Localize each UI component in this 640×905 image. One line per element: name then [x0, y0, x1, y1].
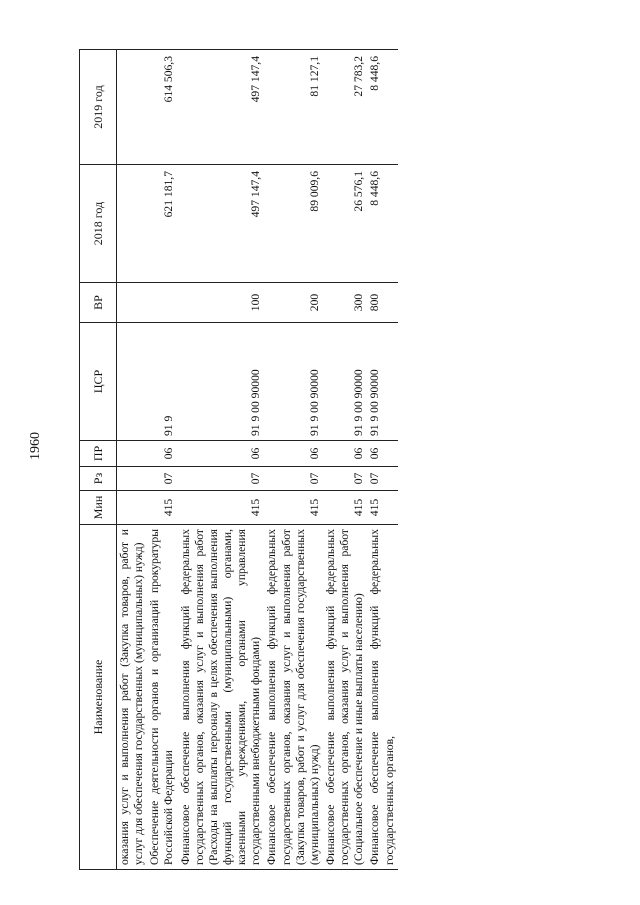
- row-2019: 81 127,1: [264, 50, 323, 165]
- table-header-row: [80, 50, 117, 870]
- row-vr: 800: [367, 283, 397, 323]
- row-2019: [117, 50, 148, 165]
- row-name: Финансовое обеспечение выполнения функций федеральных государственных органов, оказания услуг и выполнения работ (Социальное обеспечение и иные выплаты населению): [323, 525, 367, 870]
- row-name: оказания услуг и выполнения работ (Закупка товаров, работ и услуг для обеспечения государственных (муниципальных) нужд): [117, 525, 148, 870]
- row-rz: 07: [147, 467, 177, 491]
- table-row: [178, 50, 265, 870]
- row-2018: 8 448,6: [367, 165, 397, 283]
- row-csr: [117, 323, 148, 441]
- header-2019: 2019 год: [80, 50, 117, 165]
- row-vr: 100: [178, 283, 265, 323]
- table-row: [117, 50, 148, 870]
- budget-table-sheet: [79, 50, 584, 870]
- table-row: [147, 50, 177, 870]
- row-pr: 06: [264, 441, 323, 467]
- table-row: [264, 50, 323, 870]
- header-csr: ЦСР: [80, 323, 117, 441]
- row-min: 415: [264, 491, 323, 525]
- row-csr: 91 9 00 90000: [323, 323, 367, 441]
- row-2018: 89 009,6: [264, 165, 323, 283]
- row-name: Финансовое обеспечение выполнения функций федеральных государственных органов, оказания услуг и выполнения работ (Расходы на выплаты персоналу в целях обеспечения выполнения функций государственными (муниципальными) органами, казенными учреждениями, органами управления государственными внебюджетными фондами): [178, 525, 265, 870]
- row-rz: 07: [264, 467, 323, 491]
- row-rz: 07: [323, 467, 367, 491]
- row-csr: 91 9 00 90000: [367, 323, 397, 441]
- row-vr: 300: [323, 283, 367, 323]
- row-rz: [117, 467, 148, 491]
- row-pr: [117, 441, 148, 467]
- row-min: 415: [178, 491, 265, 525]
- header-pr: ПР: [80, 441, 117, 467]
- row-rz: 07: [178, 467, 265, 491]
- row-pr: 06: [147, 441, 177, 467]
- row-pr: 06: [367, 441, 397, 467]
- table-row: [367, 50, 397, 870]
- row-name: Финансовое обеспечение выполнения функций федеральных государственных органов, оказания услуг и выполнения работ (Закупка товаров, работ и услуг для обеспечения государственных (муниципальных) нужд): [264, 525, 323, 870]
- row-2019: 614 506,3: [147, 50, 177, 165]
- row-name: Обеспечение деятельности органов и организаций прокуратуры Российской Федерации: [147, 525, 177, 870]
- table-row: [323, 50, 367, 870]
- header-2018: 2018 год: [80, 165, 117, 283]
- budget-table: [79, 49, 398, 870]
- row-2019: 8 448,6: [367, 50, 397, 165]
- row-pr: 06: [323, 441, 367, 467]
- row-2018: 621 181,7: [147, 165, 177, 283]
- row-2019: 497 147,4: [178, 50, 265, 165]
- header-min: Мин: [80, 491, 117, 525]
- row-vr: [147, 283, 177, 323]
- row-min: [117, 491, 148, 525]
- row-2019: 27 783,2: [323, 50, 367, 165]
- row-csr: 91 9 00 90000: [178, 323, 265, 441]
- row-min: 415: [367, 491, 397, 525]
- row-2018: 26 576,1: [323, 165, 367, 283]
- row-csr: 91 9: [147, 323, 177, 441]
- row-2018: [117, 165, 148, 283]
- header-vr: ВР: [80, 283, 117, 323]
- row-vr: 200: [264, 283, 323, 323]
- row-min: 415: [323, 491, 367, 525]
- row-csr: 91 9 00 90000: [264, 323, 323, 441]
- row-name: Финансовое обеспечение выполнения функций федеральных государственных органов,: [367, 525, 397, 870]
- row-pr: 06: [178, 441, 265, 467]
- page-number: 1960: [28, 432, 43, 460]
- row-vr: [117, 283, 148, 323]
- row-min: 415: [147, 491, 177, 525]
- header-rz: Рз: [80, 467, 117, 491]
- row-2018: 497 147,4: [178, 165, 265, 283]
- row-rz: 07: [367, 467, 397, 491]
- header-name: Наименование: [80, 525, 117, 870]
